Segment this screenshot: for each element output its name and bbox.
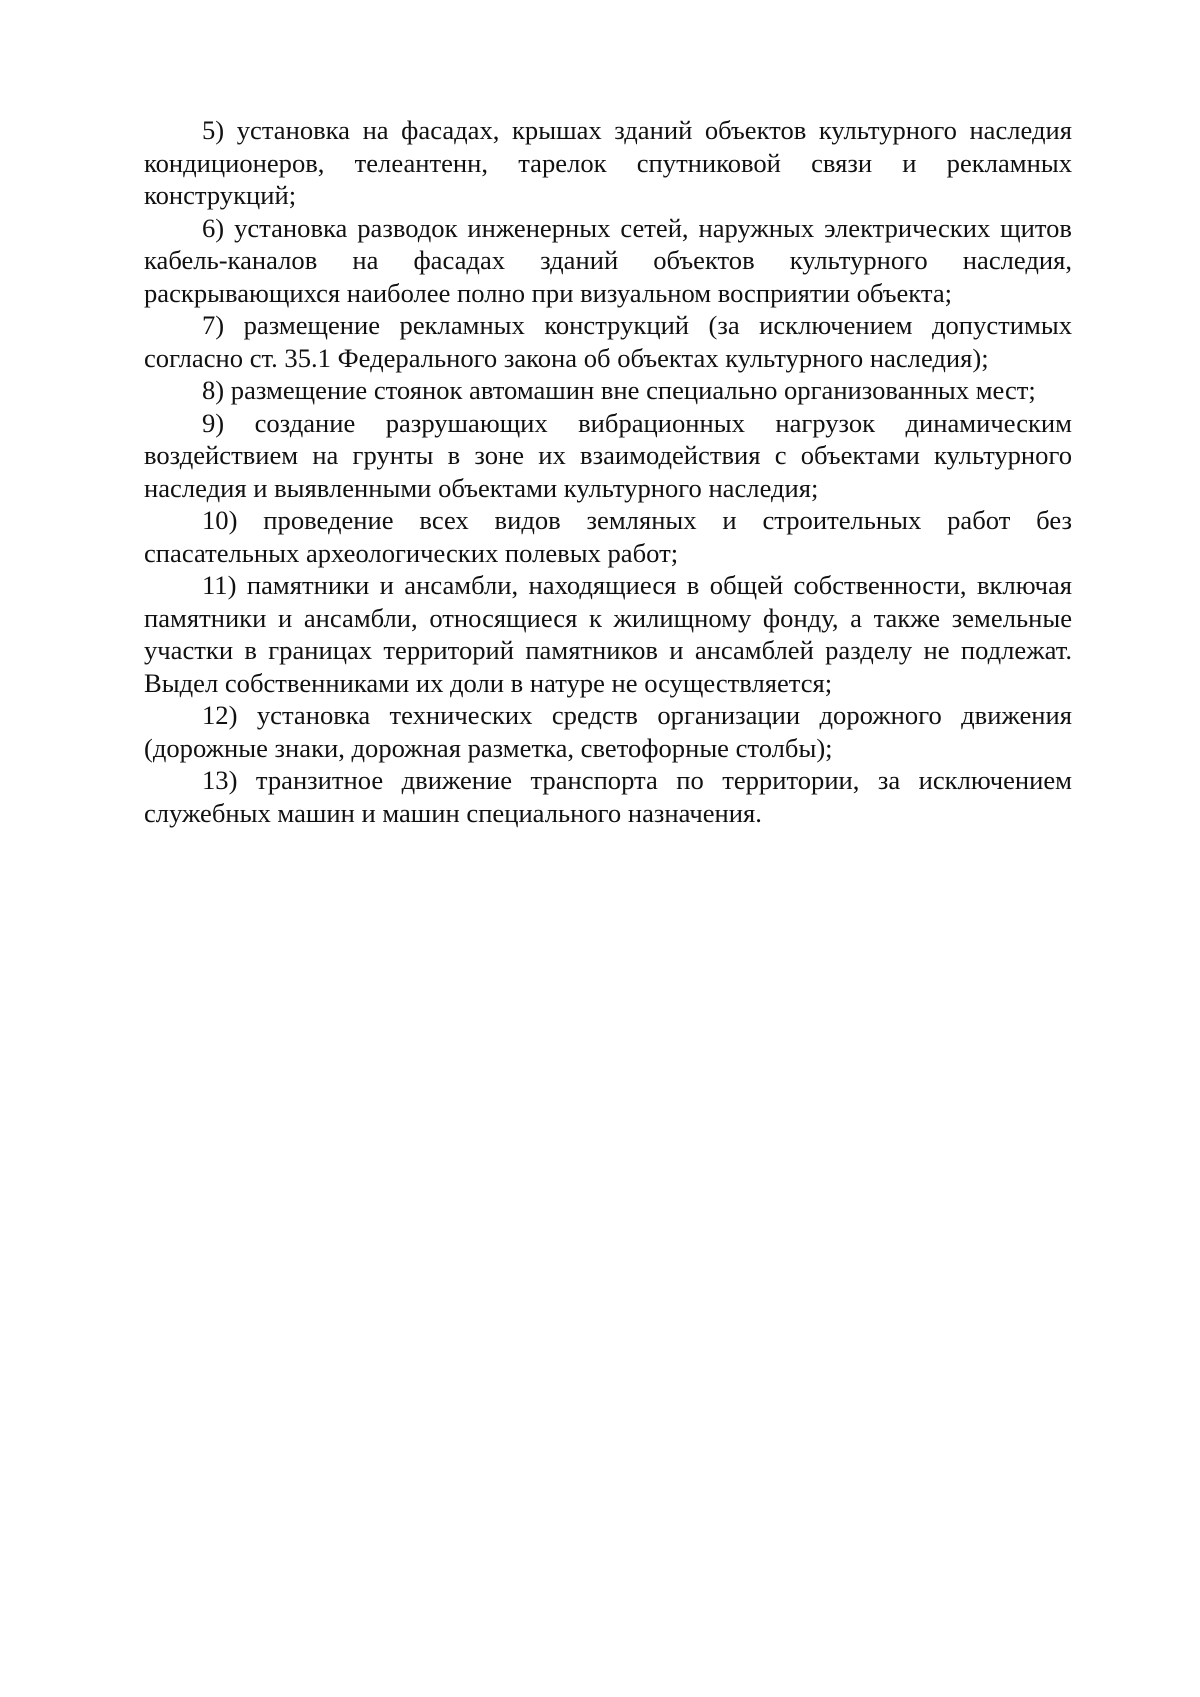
list-item: 10) проведение всех видов земляных и строительных работ без спасательных археологических полевых работ;: [144, 505, 1072, 568]
list-item: 6) установка разводок инженерных сетей, наружных электрических щитов кабель-каналов на фасадах зданий объектов культурного наследия, раскрывающихся наиболее полно при визуальном восприятии объекта;: [144, 212, 1072, 308]
list-item: 13) транзитное движение транспорта по территории, за исключением служебных машин и машин специального назначения.: [144, 765, 1072, 828]
list-item: 7) размещение рекламных конструкций (за исключением допустимых согласно ст. 35.1 Федерального закона об объектах культурного наследия);: [144, 310, 1072, 373]
list-item: 11) памятники и ансамбли, находящиеся в общей собственности, включая памятники и ансамбли, относящиеся к жилищному фонду, а также земельные участки в границах территорий памятников и ансамблей разделу не подлежат. Выдел собственниками их доли в натуре не осуществляется;: [144, 570, 1072, 698]
list-item: 8) размещение стоянок автомашин вне специально организованных мест;: [202, 375, 1036, 405]
list-item: 9) создание разрушающих вибрационных нагрузок динамическим воздействием на грунты в зоне их взаимодействия с объектами культурного наследия и выявленными объектами культурного наследия;: [144, 407, 1072, 503]
list-item: 5) установка на фасадах, крышах зданий объектов культурного наследия кондиционеров, телеантенн, тарелок спутниковой связи и рекламных конструкций;: [144, 115, 1072, 210]
document-body: [144, 114, 1072, 829]
list-item: 12) установка технических средств организации дорожного движения (дорожные знаки, дорожная разметка, светофорные столбы);: [144, 700, 1072, 763]
